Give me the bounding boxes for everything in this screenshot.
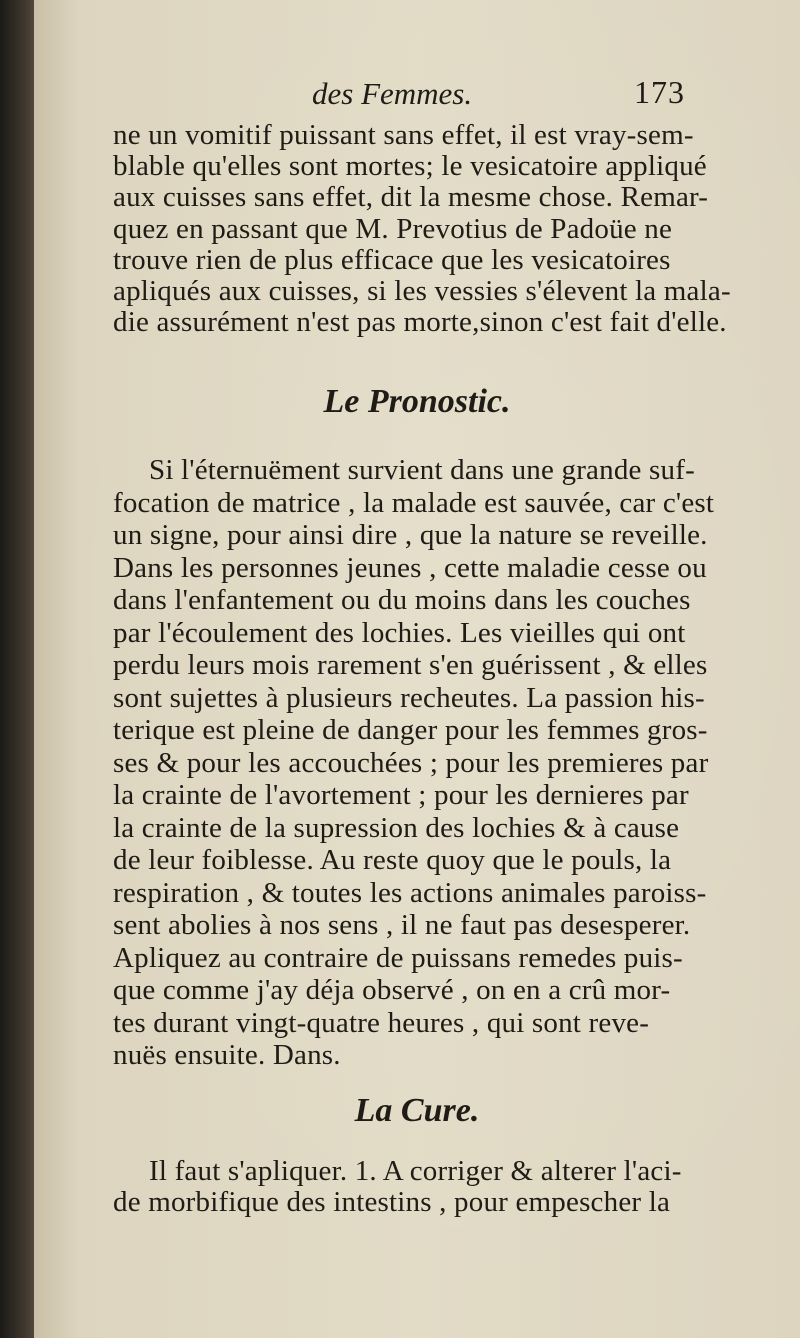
- text-line: de leur foiblesse. Au reste quoy que le pouls, la: [113, 844, 672, 876]
- text-line: blable qu'elles sont mortes; le vesicatoire appliqué: [113, 150, 707, 183]
- section-heading-pronostic: Le Pronostic.: [323, 383, 511, 420]
- running-head: [34, 72, 800, 118]
- text-line: Apliquez au contraire de puissans remedes puis-: [113, 941, 683, 974]
- text-line: aux cuisses sans effet, dit la mesme chose. Remar-: [113, 181, 709, 214]
- text-line: trouve rien de plus efficace que les vesicatoires: [113, 243, 671, 276]
- text-line: nuës ensuite. Dans.: [113, 1039, 341, 1071]
- text-line: un signe, pour ainsi dire , que la nature se reveille.: [113, 519, 708, 551]
- paragraph-cure: [113, 1156, 682, 1218]
- text-line: quez en passant que M. Prevotius de Padoüe ne: [113, 212, 673, 245]
- text-line: que comme j'ay déja observé , on en a crû mor-: [113, 974, 671, 1006]
- text-line: Si l'éternuëment survient dans une grande suf-: [149, 454, 695, 486]
- text-line: de morbifique des intestins , pour empescher la: [113, 1186, 671, 1219]
- page-number: 173: [634, 74, 685, 110]
- paragraph-pronostic: [113, 454, 714, 1072]
- book-page: [34, 0, 800, 1338]
- text-line: terique est pleine de danger pour les femmes gros-: [113, 714, 708, 746]
- text-line: dans l'enfantement ou du moins dans les couches: [113, 584, 691, 616]
- text-line: focation de matrice , la malade est sauvée, car c'est: [113, 486, 715, 519]
- text-line: Il faut s'apliquer. 1. A corriger & alterer l'aci-: [149, 1155, 682, 1187]
- running-head-title: des Femmes.: [312, 76, 473, 111]
- text-line: respiration , & toutes les actions animales paroiss-: [113, 876, 707, 909]
- text-line: tes durant vingt-quatre heures , qui sont reve-: [113, 1006, 650, 1039]
- text-line: ses & pour les accouchées ; pour les premieres par: [113, 746, 709, 779]
- text-line: Dans les personnes jeunes , cette maladie cesse ou: [113, 551, 707, 584]
- text-line: sont sujettes à plusieurs recheutes. La passion his-: [113, 681, 705, 714]
- text-line: par l'écoulement des lochies. Les vieilles qui ont: [113, 616, 686, 649]
- section-heading-cure: La Cure.: [354, 1092, 480, 1129]
- text-line: la crainte de l'avortement ; pour les dernieres par: [113, 779, 689, 811]
- text-line: apliqués aux cuisses, si les vessies s'élevent la mala-: [113, 274, 731, 307]
- paragraph-continuation: [113, 120, 731, 338]
- text-line: die assurément n'est pas morte,sinon c'est fait d'elle.: [113, 306, 727, 339]
- text-line: ne un vomitif puissant sans effet, il est vray-sem-: [113, 119, 694, 151]
- text-line: sent abolies à nos sens , il ne faut pas desesperer.: [113, 909, 691, 941]
- text-line: la crainte de la supression des lochies & à cause: [113, 811, 680, 844]
- text-line: perdu leurs mois rarement s'en guérissent , & elles: [113, 649, 708, 681]
